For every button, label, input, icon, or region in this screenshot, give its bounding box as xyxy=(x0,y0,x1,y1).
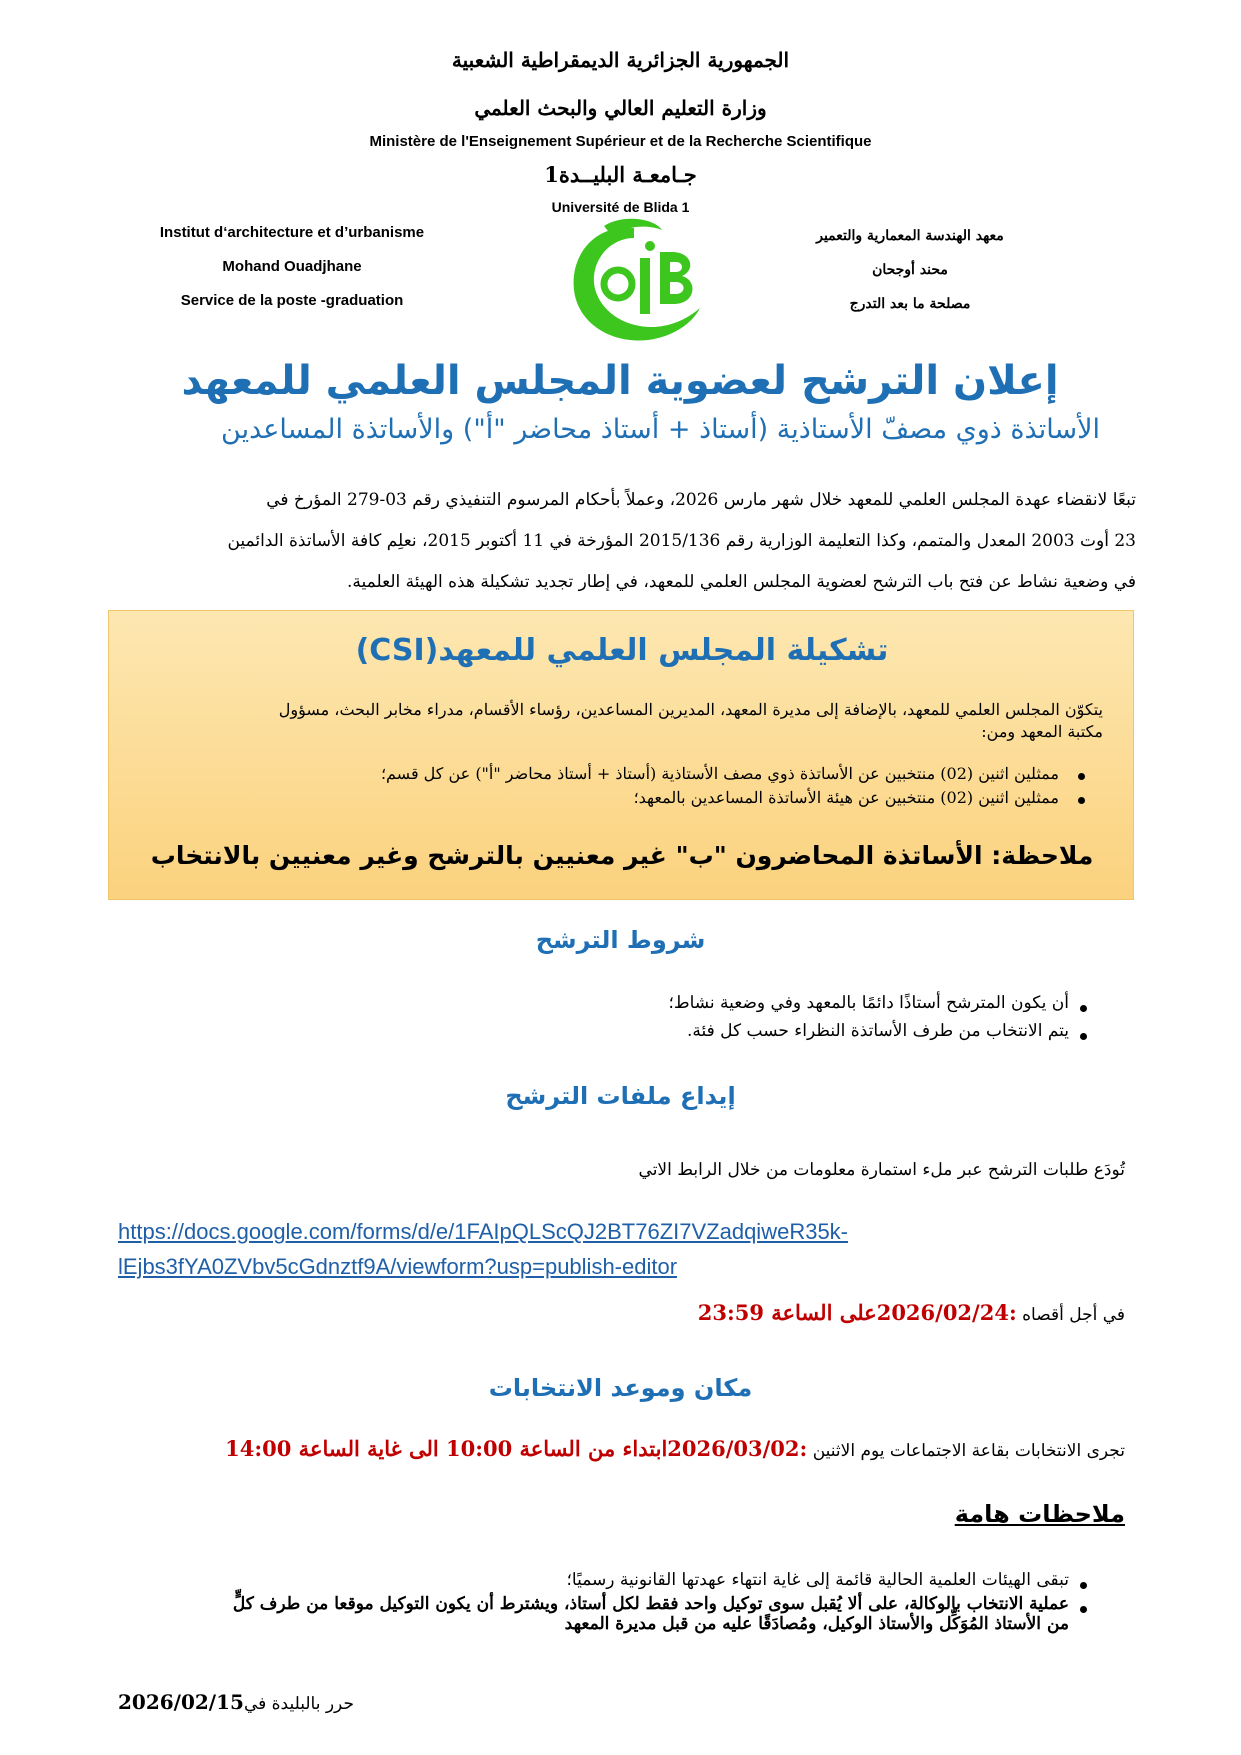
important-item-2-line-1: عملية الانتخاب بالوكالة، على ألا يُقبل سوى توكيل واحد فقط لكل أستاذ، ويشترط أن يكون التوكيل موقعا من طرف كلٍّ xyxy=(232,1594,1069,1614)
signature-line xyxy=(118,1690,354,1714)
submission-title: إيداع ملفات الترشح xyxy=(505,1082,736,1110)
service-arabic: مصلحة ما بعد التدرج xyxy=(849,296,971,312)
important-item-1: تبقى الهيئات العلمية الحالية قائمة إلى غاية انتهاء عهدتها القانونية رسميًا؛ xyxy=(566,1570,1069,1590)
bullet-dot xyxy=(1078,797,1085,804)
deadline-line xyxy=(698,1300,1125,1325)
announcement-title: إعلان الترشح لعضوية المجلس العلمي للمعهد xyxy=(181,358,1059,404)
university-logo xyxy=(564,216,710,346)
signed-at: حرر بالبليدة في xyxy=(243,1694,354,1714)
deadline-prefix: في أجل أقصاه xyxy=(1022,1305,1125,1325)
election-value: :2026/03/02ابتداء من الساعة 10:00 الى غاية الساعة 14:00 xyxy=(225,1436,808,1461)
signed-date: 2026/02/15 xyxy=(118,1690,244,1714)
composition-bullet-1: ممثلين اثنين (02) منتخبين عن الأساتذة ذوي مصف الأستاذية (أستاذ + أستاذ محاضر "أ") عن كل قسم؛ xyxy=(380,764,1059,783)
composition-title: تشكيلة المجلس العلمي للمعهد(CSI) xyxy=(355,633,889,668)
deadline-value: :2026/02/24على الساعة 23:59 xyxy=(697,1300,1017,1325)
important-item-2 xyxy=(109,1594,1069,1634)
bullet-dot xyxy=(1080,1606,1087,1613)
university-french: Université de Blida 1 xyxy=(551,199,690,215)
conditions-title: شروط الترشح xyxy=(535,926,706,954)
bullet-dot xyxy=(1080,1033,1087,1040)
election-line xyxy=(225,1436,1125,1461)
university-arabic: جـامعـة البليــدة1 xyxy=(544,162,697,187)
bullet-dot xyxy=(1078,773,1085,780)
ministry-arabic: وزارة التعليم العالي والبحث العلمي xyxy=(474,96,767,120)
submission-text: تُودَع طلبات الترشح عبر ملء استمارة معلومات من خلال الرابط الاتي xyxy=(638,1160,1125,1180)
composition-note: ملاحظة: الأساتذة المحاضرون "ب" غير معنيين بالترشح وغير معنيين بالانتخاب xyxy=(150,841,1094,870)
registration-form-link[interactable] xyxy=(118,1214,1018,1284)
composition-text xyxy=(137,699,1103,743)
composition-bullet-2: ممثلين اثنين (02) منتخبين عن هيئة الأساتذة المساعدين بالمعهد؛ xyxy=(633,788,1059,807)
important-notes-title: ملاحظات هامة xyxy=(954,1500,1125,1528)
composition-box xyxy=(108,610,1134,900)
important-item-2-line-2: من الأستاذ المُوَكِّل والأستاذ الوكيل، ومُصادَقًا عليه من قبل مديرة المعهد xyxy=(564,1614,1069,1634)
institute-arabic: معهد الهندسة المعمارية والتعمير xyxy=(816,228,1004,244)
institute-name-french: Mohand Ouadjhane xyxy=(222,258,362,275)
composition-text-line-2: مكتبة المعهد ومن: xyxy=(981,722,1103,741)
ministry-french: Ministère de l'Enseignement Supérieur et de la Recherche Scientifique xyxy=(369,133,872,150)
intro-line-1: تبعًا لانقضاء عهدة المجلس العلمي للمعهد خلال شهر مارس 2026، وعملاً بأحكام المرسوم التنفيذي رقم 03-279 المؤرخ في xyxy=(266,490,1136,510)
intro-line-3: في وضعية نشاط عن فتح باب الترشح لعضوية المجلس العلمي للمعهد، في إطار تجديد تشكيلة هذه الهيئة العلمية. xyxy=(347,572,1136,592)
announcement-subtitle: الأساتذة ذوي مصفّ الأستاذية (أستاذ + أستاذ محاضر "أ") والأساتذة المساعدين xyxy=(221,414,1100,445)
intro-line-2: 23 أوت 2003 المعدل والمتمم، وكذا التعليمة الوزارية رقم 2015/136 المؤرخة في 11 أكتوبر 2015، نعلِم كافة الأساتذة الدائمين xyxy=(227,531,1136,551)
link-line-1[interactable]: https://docs.google.com/forms/d/e/1FAIpQLScQJ2BT76ZI7VZadqiweR35k- xyxy=(118,1219,849,1244)
composition-text-line-1: يتكوّن المجلس العلمي للمعهد، بالإضافة إلى مديرة المعهد، المديرين المساعدين، رؤساء الأقسام، مدراء مخابر البحث، مسؤول xyxy=(278,700,1103,719)
institute-french: Institut d‘architecture et d’urbanisme xyxy=(159,224,425,241)
bullet-dot xyxy=(1080,1582,1087,1589)
republic-heading: الجمهورية الجزائرية الديمقراطية الشعبية xyxy=(451,48,790,72)
election-title: مكان وموعد الانتخابات xyxy=(488,1374,753,1402)
bullet-dot xyxy=(1080,1005,1087,1012)
link-line-2[interactable]: lEjbs3fYA0ZVbv5cGdnztf9A/viewform?usp=publish-editor xyxy=(118,1254,678,1279)
service-french: Service de la poste -graduation xyxy=(180,292,404,309)
condition-item-2: يتم الانتخاب من طرف الأساتذة النظراء حسب كل فئة. xyxy=(686,1021,1069,1041)
institute-name-arabic: محند أوجحان xyxy=(872,262,948,278)
condition-item-1: أن يكون المترشح أستاذًا دائمًا بالمعهد وفي وضعية نشاط؛ xyxy=(668,993,1069,1013)
election-prefix: تجرى الانتخابات بقاعة الاجتماعات يوم الاثنين xyxy=(812,1441,1125,1461)
intro-paragraph xyxy=(118,480,1136,603)
